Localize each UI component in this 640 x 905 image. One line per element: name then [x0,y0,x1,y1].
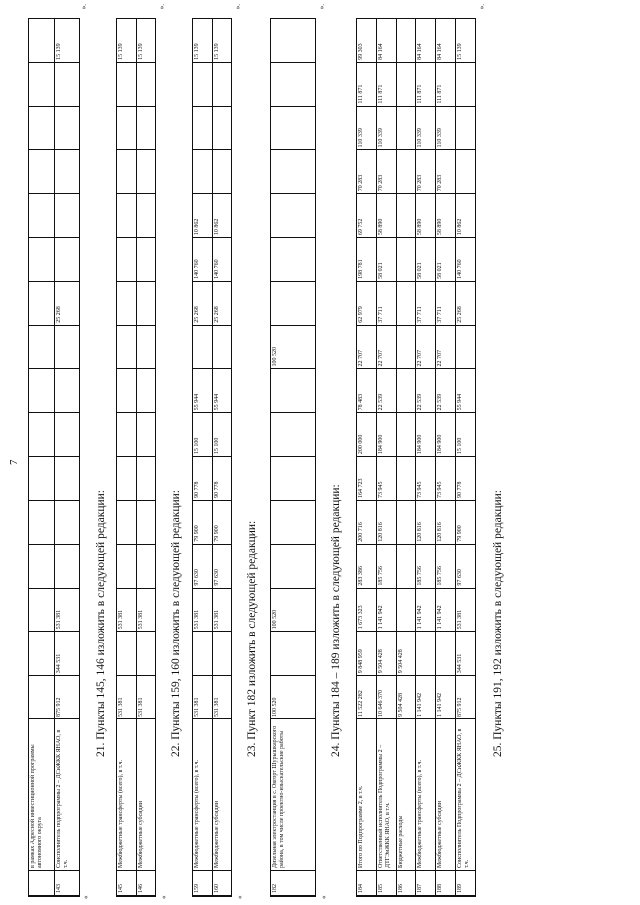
table-block-182 [270,18,316,897]
table-row [397,719,417,896]
value-cell [397,106,416,150]
value-cell: 55 944 [193,369,212,413]
value-cell [137,325,156,369]
table-row-values [271,19,315,719]
value-cell: 90 778 [213,456,232,500]
row-values [192,18,232,719]
row-labels [28,719,80,897]
value-cell: 10 862 [456,193,475,237]
value-cell [271,456,315,500]
value-cell [29,281,54,325]
row-number: 182 [271,870,315,896]
value-cell [29,369,54,413]
value-cell: 78 483 [357,369,376,413]
end-mark: ». [158,4,166,10]
value-cell: 531 381 [193,675,212,719]
table-row [416,719,436,896]
value-cell: 25 268 [213,281,232,325]
value-cell: 531 381 [137,675,156,719]
value-cell [29,412,54,456]
value-cell [137,631,156,675]
value-cell [55,193,80,237]
row-name: в рамках Адресной инвестиционной программы автономного округа [29,718,54,870]
value-cell: 111 871 [416,62,435,106]
value-cell: 10 862 [193,193,212,237]
value-cell [55,106,80,150]
value-cell [213,325,232,369]
value-cell [117,325,136,369]
value-cell [117,237,136,281]
value-cell [55,544,80,588]
page-number: 7 [8,459,20,465]
value-cell: 22 707 [357,325,376,369]
value-cell [271,19,315,62]
value-cell: 184 900 [377,412,396,456]
value-cell: 79 900 [193,500,212,544]
value-cell: 22 539 [377,369,396,413]
value-cell [29,631,54,675]
value-cell [137,456,156,500]
value-cell [117,500,136,544]
value-cell [397,237,416,281]
value-cell [271,237,315,281]
row-name: Межбюджетные субсидии [137,718,156,870]
value-cell [271,412,315,456]
value-cell [29,500,54,544]
value-cell [416,631,435,675]
value-cell [117,456,136,500]
value-cell [29,19,54,62]
value-cell: 15 139 [213,43,220,60]
value-cell: 70 283 [416,149,435,193]
heading-22: 22. Пункты 159, 160 изложить в следующей редакции: [170,490,182,757]
table-row [456,719,475,896]
value-cell: 25 268 [193,281,212,325]
value-cell: 37 711 [436,281,455,325]
value-cell: 70 283 [357,149,376,193]
value-cell: 73 945 [377,456,396,500]
value-cell: 90 778 [456,456,475,500]
value-cell: 84 164 [417,43,424,60]
value-cell: 1 673 323 [357,588,376,632]
end-mark: ». [318,4,326,10]
value-cell: 55 944 [213,369,232,413]
value-cell: 25 268 [55,281,80,325]
end-mark: ». [234,4,242,10]
row-name: Межбюджетные субсидии [436,718,455,870]
value-cell: 140 760 [456,237,475,281]
row-values [356,18,476,719]
value-cell: 70 283 [436,149,455,193]
value-cell [397,456,416,500]
value-cell [137,281,156,325]
value-cell: 1 141 942 [436,675,455,719]
value-cell: 15 139 [118,43,124,60]
heading-21: 21. Пункты 145, 146 изложить в следующей редакции: [95,490,107,757]
value-cell [397,281,416,325]
value-cell: 120 816 [416,500,435,544]
value-cell [193,631,212,675]
row-number: 143 [55,870,80,896]
value-cell: 120 816 [436,500,455,544]
value-cell: 79 900 [213,500,232,544]
row-labels [356,719,476,897]
quote-mark: « [320,895,328,899]
value-cell [193,106,212,150]
value-cell: 164 723 [357,456,376,500]
value-cell: 90 778 [193,456,212,500]
table-row-values [377,19,397,719]
value-cell [137,149,156,193]
table-row [117,719,137,896]
value-cell [117,412,136,456]
table-row-values [55,19,80,719]
value-cell: 111 871 [377,62,396,106]
row-name: Дизельная электростанция в с. Овгорт Шурышкарского района, в том числе проектно-изыскательские работы [271,718,315,870]
table-row-values [397,19,417,719]
value-cell: 99 303 [358,43,364,60]
value-cell [29,149,54,193]
row-name: Межбюджетные трансферты (всего), в т.ч. [416,718,435,870]
value-cell [117,631,136,675]
table-row-values [193,19,213,719]
value-cell [29,456,54,500]
value-cell: 37 711 [377,281,396,325]
value-cell [397,193,416,237]
end-mark: ». [478,4,486,10]
value-cell [456,106,475,150]
row-number: 187 [416,870,435,896]
value-cell [213,631,232,675]
row-name: Межбюджетные субсидии [213,718,232,870]
heading-25: 25. Пункты 191, 192 изложить в следующей редакции: [492,490,504,757]
value-cell: 184 900 [416,412,435,456]
value-cell: 55 944 [456,369,475,413]
value-cell: 200 000 [357,412,376,456]
value-cell [117,149,136,193]
value-cell [55,500,80,544]
value-cell [55,62,80,106]
value-cell [29,193,54,237]
value-cell: 22 707 [377,325,396,369]
value-cell: 110 339 [357,106,376,150]
value-cell [55,325,80,369]
value-cell [213,106,232,150]
value-cell: 531 381 [55,588,80,632]
value-cell [271,369,315,413]
value-cell: 283 386 [357,544,376,588]
value-cell: 15 139 [55,43,62,60]
row-number: 189 [456,870,475,896]
value-cell: 9 504 428 [377,631,396,675]
value-cell: 22 707 [416,325,435,369]
value-cell: 15 100 [456,412,475,456]
value-cell: 9 504 428 [397,631,416,675]
value-cell [137,106,156,150]
row-values [116,18,156,719]
value-cell [29,675,54,719]
value-cell: 184 900 [436,412,455,456]
value-cell [137,62,156,106]
value-cell [117,193,136,237]
value-cell [436,631,455,675]
row-number: 160 [213,870,232,896]
quote-mark: « [160,895,168,899]
value-cell: 58 021 [436,237,455,281]
value-cell [55,412,80,456]
value-cell [29,106,54,150]
value-cell [117,106,136,150]
value-cell: 111 871 [357,62,376,106]
value-cell: 531 381 [193,588,212,632]
value-cell [397,412,416,456]
row-name: Ответственный исполнитель Подпрограммы 2 – ДТГЭиЖКК ЯНАО, в т.ч. [377,718,396,870]
value-cell: 111 871 [436,62,455,106]
value-cell: 22 539 [436,369,455,413]
row-name: Итого по Подпрограмме 2, в т.ч. [357,718,376,870]
table-row-values [456,19,475,719]
row-values [28,18,80,719]
value-cell: 344 531 [55,631,80,675]
value-cell [137,369,156,413]
value-cell [117,544,136,588]
value-cell: 1 141 942 [416,675,435,719]
value-cell [397,369,416,413]
value-cell: 97 630 [456,544,475,588]
row-labels [270,719,316,897]
value-cell: 875 912 [456,675,475,719]
table-block-145-146 [116,18,156,897]
table-row [377,719,397,896]
value-cell [271,193,315,237]
value-cell [397,19,416,62]
table-row-values [137,19,156,719]
row-number: 159 [193,870,212,896]
value-cell [137,412,156,456]
value-cell: 79 900 [456,500,475,544]
value-cell: 531 381 [117,588,136,632]
value-cell [397,588,416,632]
value-cell [29,237,54,281]
value-cell [29,62,54,106]
value-cell: 531 381 [456,588,475,632]
row-values [270,18,316,719]
value-cell: 9 848 959 [357,631,376,675]
value-cell [193,62,212,106]
value-cell [193,149,212,193]
row-name: Бюджетные расходы [397,718,416,870]
value-cell [397,149,416,193]
value-cell: 531 381 [213,675,232,719]
table-row [271,719,315,896]
value-cell: 531 381 [137,588,156,632]
value-cell [397,544,416,588]
quote-mark: « [82,895,90,899]
row-number: 145 [117,870,136,896]
value-cell: 37 711 [416,281,435,325]
end-mark: ». [80,4,88,10]
value-cell [271,544,315,588]
row-name: Межбюджетные трансферты (всего), в т.ч. [117,718,136,870]
quote-mark: « [236,895,244,899]
value-cell [397,325,416,369]
value-cell [213,62,232,106]
value-cell: 15 139 [457,43,464,60]
table-row-values [213,19,232,719]
value-cell: 58 021 [416,237,435,281]
value-cell: 97 630 [193,544,212,588]
value-cell [137,237,156,281]
value-cell: 100 520 [271,325,315,369]
value-cell: 58 890 [377,193,396,237]
table-block-159-160 [192,18,232,897]
value-cell: 84 164 [437,43,444,60]
table-row-values [117,19,137,719]
value-cell [213,149,232,193]
table-row [193,719,213,896]
table-row-values [29,19,55,719]
value-cell [55,149,80,193]
value-cell [117,62,136,106]
value-cell: 22 707 [436,325,455,369]
value-cell: 198 781 [357,237,376,281]
value-cell: 15 100 [193,412,212,456]
value-cell: 25 268 [456,281,475,325]
value-cell: 62 979 [357,281,376,325]
value-cell [55,456,80,500]
value-cell [271,149,315,193]
value-cell: 200 716 [357,500,376,544]
value-cell [137,193,156,237]
value-cell [137,544,156,588]
value-cell: 15 100 [213,412,232,456]
heading-23: 23. Пункт 182 изложить в следующей редакции: [246,520,258,757]
table-block-184-189 [356,18,476,897]
value-cell: 344 531 [456,631,475,675]
value-cell: 100 520 [271,588,315,632]
value-cell: 110 339 [436,106,455,150]
value-cell [271,281,315,325]
value-cell [117,281,136,325]
value-cell: 58 021 [377,237,396,281]
value-cell: 9 504 428 [397,675,416,719]
value-cell: 120 816 [377,500,396,544]
value-cell: 84 164 [377,43,384,60]
value-cell: 70 283 [377,149,396,193]
row-number: 146 [137,870,156,896]
row-labels [116,719,156,897]
table-row [436,719,456,896]
value-cell [397,500,416,544]
table-row [29,719,55,896]
table-row [213,719,232,896]
value-cell: 140 760 [213,237,232,281]
table-row-values [357,19,377,719]
row-number: 186 [397,870,416,896]
table-row [137,719,156,896]
value-cell: 73 945 [436,456,455,500]
row-name: Межбюджетные трансферты (всего), в т.ч. [193,718,212,870]
table-block-143 [28,18,80,897]
value-cell: 10 862 [213,193,232,237]
value-cell [193,325,212,369]
row-name: Соисполнитель Подпрограммы 2 – ДСиЖКК ЯНАО, в т.ч. [456,718,475,870]
table-row-values [416,19,436,719]
value-cell: 22 539 [416,369,435,413]
value-cell [29,544,54,588]
value-cell: 110 339 [416,106,435,150]
value-cell [271,106,315,150]
value-cell [271,631,315,675]
value-cell: 73 945 [416,456,435,500]
value-cell: 69 752 [357,193,376,237]
value-cell [456,62,475,106]
value-cell: 110 339 [377,106,396,150]
value-cell: 185 756 [377,544,396,588]
row-name: Соисполнитель подпрограммы 2 – ДСиЖКК ЯНАО, в т.ч. [55,718,80,870]
value-cell: 531 381 [117,675,136,719]
value-cell: 875 912 [55,675,80,719]
table-row [55,719,80,896]
value-cell [271,62,315,106]
row-number: 184 [357,870,376,896]
value-cell: 1 141 942 [436,588,455,632]
value-cell: 15 139 [137,43,144,60]
value-cell [29,588,54,632]
value-cell: 97 630 [213,544,232,588]
value-cell: 185 756 [416,544,435,588]
row-number [29,870,54,896]
value-cell [456,149,475,193]
value-cell: 140 760 [193,237,212,281]
value-cell: 58 890 [436,193,455,237]
row-number: 185 [377,870,396,896]
row-labels [192,719,232,897]
value-cell [117,369,136,413]
value-cell: 58 890 [416,193,435,237]
table-row [357,719,377,896]
row-number: 188 [436,870,455,896]
value-cell: 185 756 [436,544,455,588]
value-cell: 100 520 [271,675,315,719]
value-cell [55,237,80,281]
value-cell: 1 141 942 [377,588,396,632]
value-cell: 1 141 942 [416,588,435,632]
value-cell: 15 139 [194,43,200,60]
value-cell [137,500,156,544]
value-cell [456,325,475,369]
value-cell [271,500,315,544]
heading-24: 24. Пункты 184 – 189 изложить в следующей редакции: [330,484,342,757]
table-row-values [436,19,456,719]
value-cell: 531 381 [213,588,232,632]
value-cell: 10 646 370 [377,675,396,719]
value-cell: 11 522 282 [357,675,376,719]
value-cell [55,369,80,413]
value-cell [29,325,54,369]
value-cell [397,62,416,106]
